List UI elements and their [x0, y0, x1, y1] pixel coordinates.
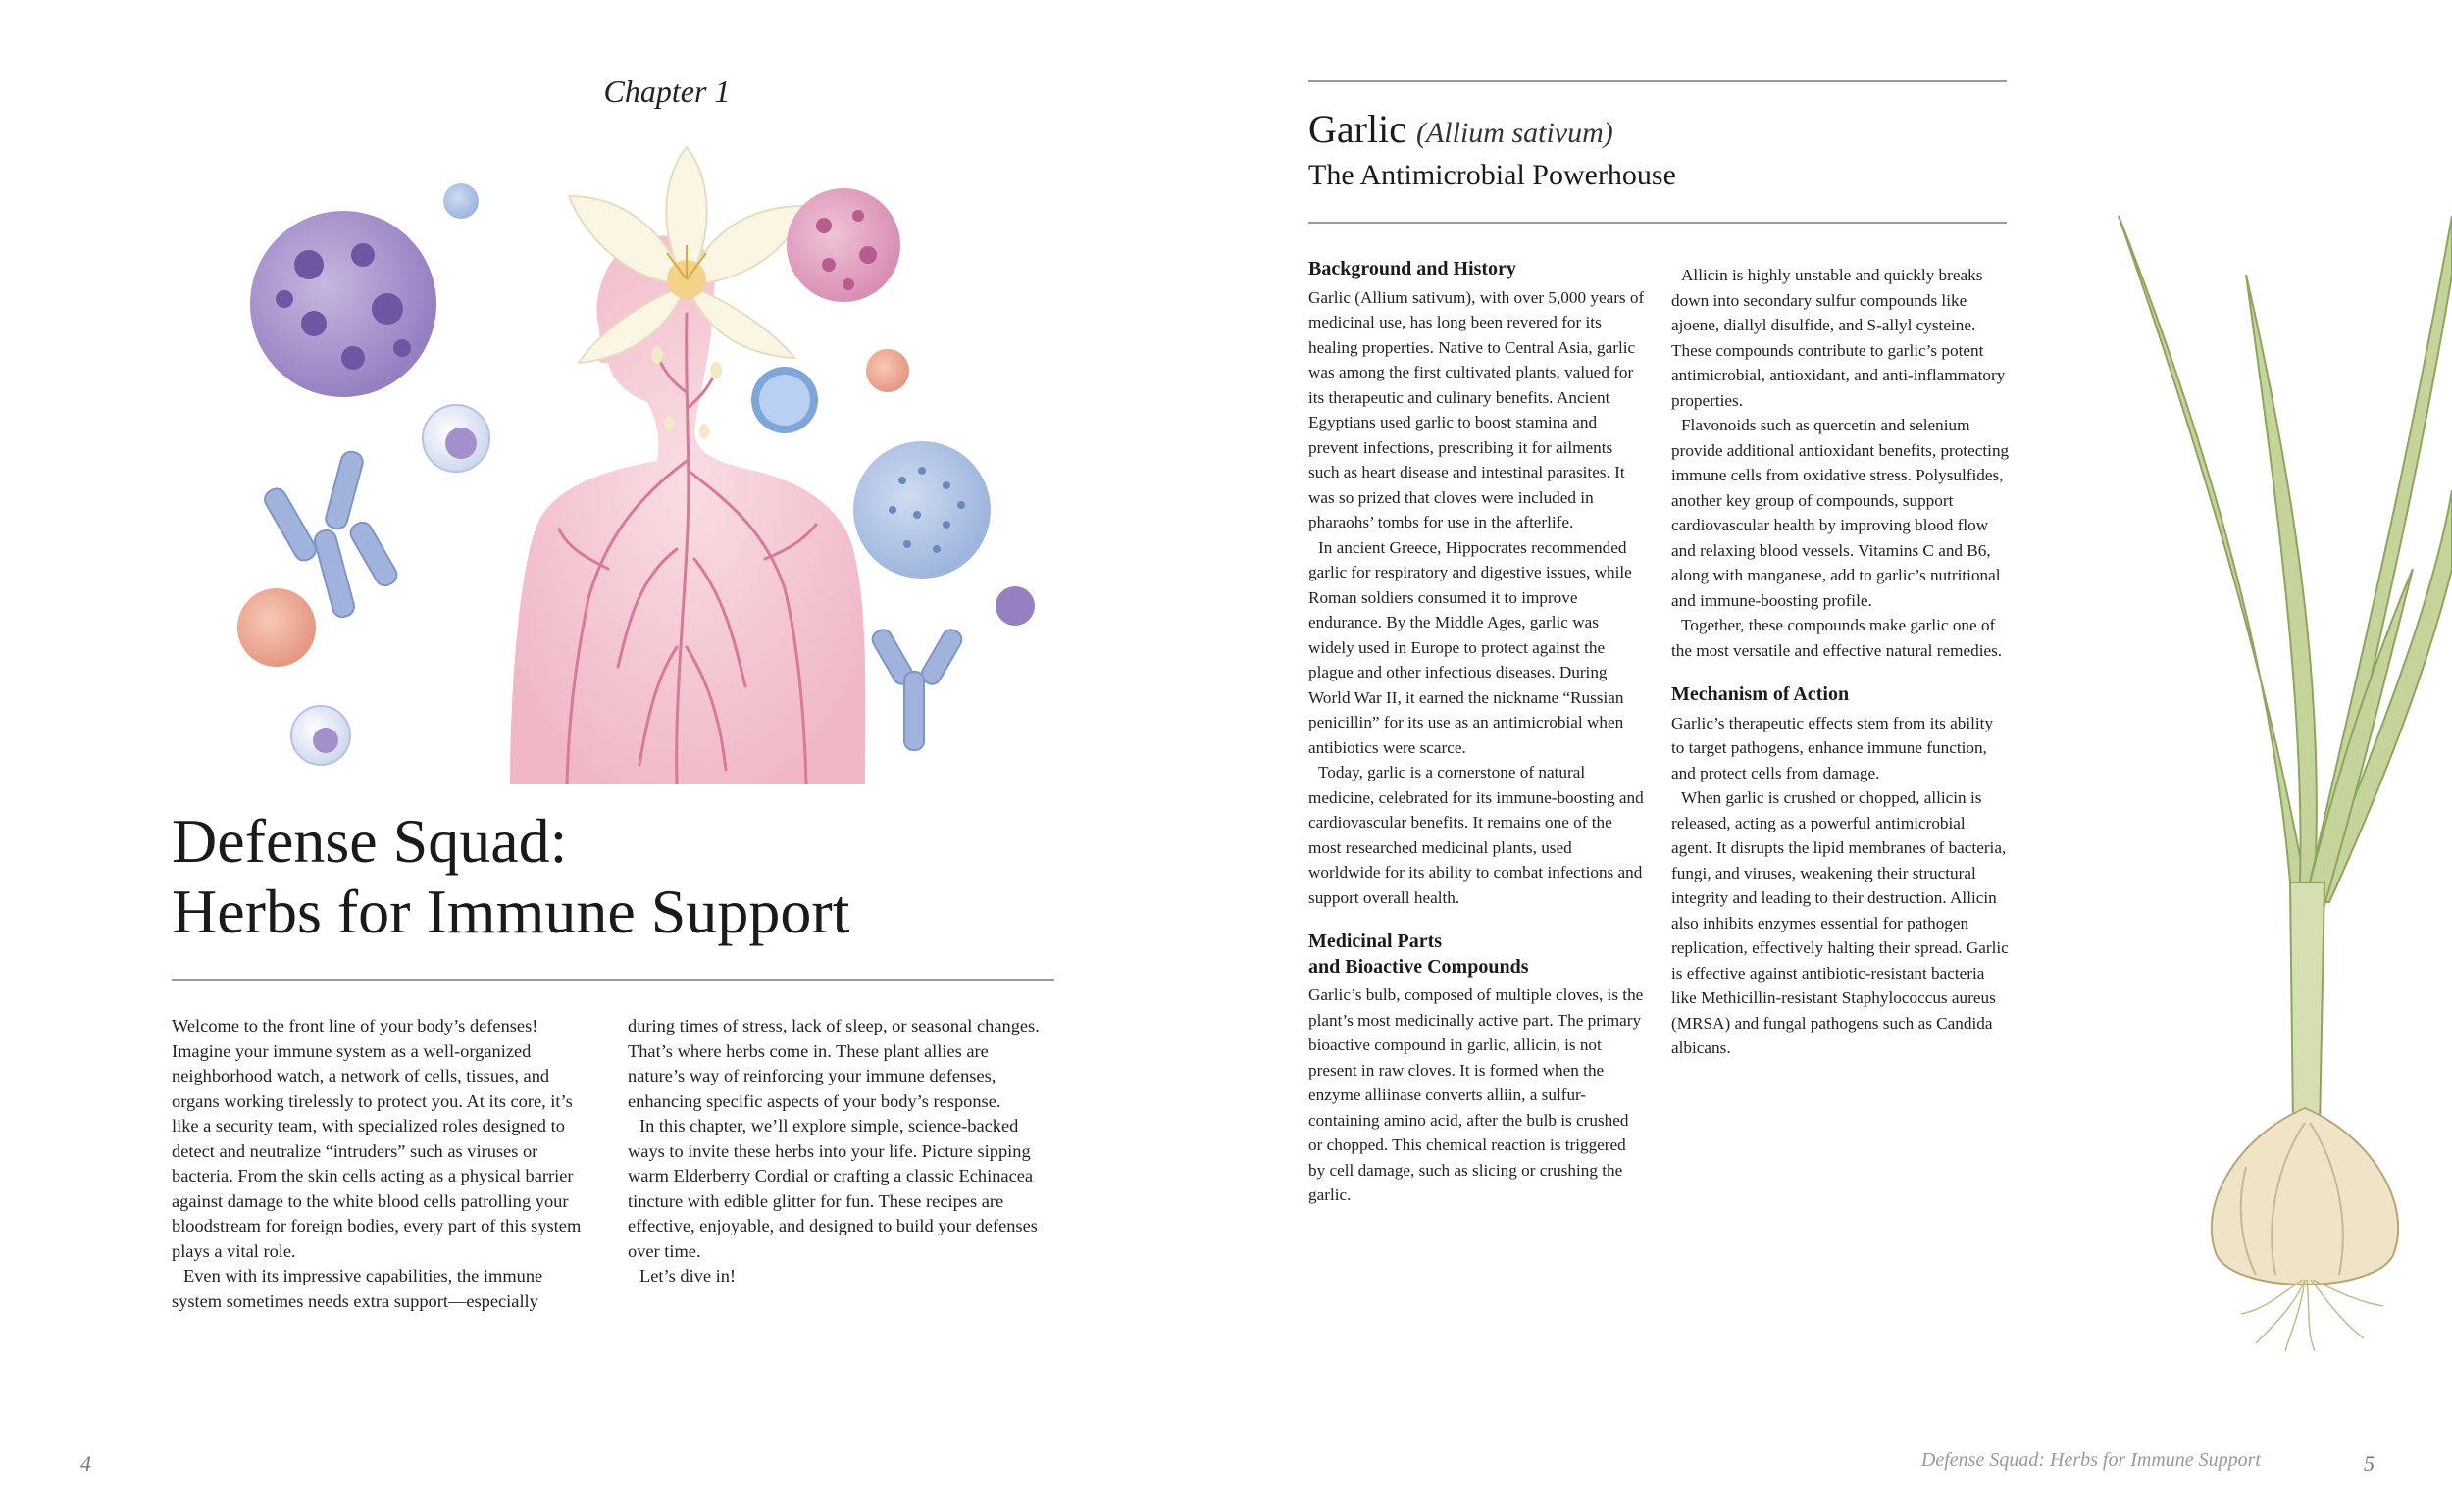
body-column-2	[1671, 263, 2010, 1061]
herb-title	[1308, 106, 1995, 152]
body-paragraph: In ancient Greece, Hippocrates recommended garlic for respiratory and digestive issues, while Roman soldiers consumed it to improve endurance. By the Middle Ages, garlic was widely used in Europe to protect against the plague and other infectious diseases. During World War II, it earned the nickname “Russian penicillin” for its use as an antimicrobial when antibiotics were scarce.	[1308, 537, 1632, 757]
body-paragraph: Garlic’s bulb, composed of multiple cloves, is the plant’s most medicinally active part. The primary bioactive compound in garlic, allicin, is not present in raw cloves. It is formed when the enzyme alliinase converts alliin, a sulfur-containing amino acid, after the bulb is crushed or chopped. This chemical reaction is triggered by cell damage, such as slicing or crushing the garlic.	[1308, 985, 1644, 1204]
herb-latin-name: (Allium sativum)	[1415, 117, 1613, 149]
intro-column-1	[172, 1014, 591, 1314]
herb-subtitle: The Antimicrobial Powerhouse	[1308, 159, 1676, 191]
antibody-right	[869, 627, 964, 750]
body-paragraph: Garlic’s therapeutic effects stem from its ability to target pathogens, enhance immune function, and protect cells from damage.	[1671, 713, 1994, 782]
virus-pink	[787, 188, 900, 302]
title-rule	[172, 979, 1054, 981]
cell-blue-dotted	[751, 367, 818, 433]
small-cell-peach	[866, 349, 909, 392]
virus-purple	[250, 211, 436, 397]
heading-line: Medicinal Parts	[1308, 931, 1443, 952]
garlic-plant-illustration	[2079, 196, 2452, 1353]
cell-peach	[237, 588, 316, 667]
garlic-bulb	[2212, 1108, 2398, 1285]
garlic-stem	[2290, 882, 2324, 1128]
small-cell-purple	[996, 586, 1035, 626]
body-paragraph: Together, these compounds make garlic one of the most versatile and effective natural remedies.	[1671, 616, 2003, 660]
virus-blue	[853, 441, 991, 579]
immune-system-illustration	[216, 137, 1059, 784]
right-page	[1226, 0, 2452, 1512]
chapter-label: Chapter 1	[603, 74, 731, 109]
white-blood-cell	[423, 405, 489, 472]
intro-column-2	[628, 1014, 1047, 1289]
chapter-title	[172, 806, 1054, 947]
herb-name: Garlic	[1308, 107, 1406, 151]
small-cell-blue	[443, 183, 479, 219]
intro-paragraph: during times of stress, lack of sleep, or seasonal changes. That’s where herbs come in. These plant allies are nature’s way of reinforcing your immune defenses, enhancing specific aspects of your body’s response.	[628, 1016, 1040, 1111]
garlic-leaves	[2119, 216, 2452, 912]
human-figure	[510, 235, 865, 784]
body-paragraph: Today, garlic is a cornerstone of natural medicine, celebrated for its immune-boosting and cardiovascular benefits. It remains one of the most researched medicinal plants, used worldwide for its ability to combat infections and support overall health.	[1308, 763, 1644, 907]
garlic-roots	[2241, 1280, 2383, 1351]
body-paragraph: When garlic is crushed or chopped, allicin is released, acting as a powerful antimicrobial agent. It disrupts the lipid membranes of bacteria, fungi, and viruses, weakening their structural integrity and leading to their destruction. Allicin also inhibits enzymes essential for pathogen replication, effectively halting their spread. Garlic is effective against antibiotic-resistant bacteria like Methicillin-resistant Staphylococcus aureus (MRSA) and fungal pathogens such as Candida albicans.	[1671, 788, 2009, 1057]
chapter-title-line2: Herbs for Immune Support	[172, 877, 850, 946]
intro-paragraph: Even with its impressive capabilities, the immune system sometimes needs extra support—especially	[172, 1266, 543, 1311]
running-head: Defense Squad: Herbs for Immune Support	[1920, 1449, 2261, 1471]
heading-line: and Bioactive Compounds	[1308, 955, 1529, 978]
section-heading-mechanism: Mechanism of Action	[1671, 683, 1850, 705]
section-heading-background: Background and History	[1308, 258, 1516, 279]
header-rule-top	[1308, 80, 2007, 82]
white-blood-cell-small	[291, 706, 350, 765]
header-rule-bottom	[1308, 222, 2007, 224]
page-number-left: 4	[80, 1451, 91, 1476]
intro-paragraph: Welcome to the front line of your body’s defenses! Imagine your immune system as a well-organized neighborhood watch, a network of cells, tissues, and organs working tirelessly to protect you. At its core, it’s like a security team, with specialized roles designed to detect and neutralize “intruders” such as viruses or bacteria. From the skin cells acting as a physical barrier against damage to the white blood cells patrolling your bloodstream for foreign bodies, every part of this system plays a vital role.	[172, 1016, 582, 1261]
intro-paragraph: Let’s dive in!	[639, 1266, 737, 1285]
body-paragraph: Garlic (Allium sativum), with over 5,000 years of medicinal use, has long been revered for its healing properties. Native to Central Asia, garlic was among the first cultivated plants, valued for its therapeutic and culinary benefits. Ancient Egyptians used garlic to boost stamina and prevent infections, prescribing it for ailments such as heart disease and intestinal parasites. It was so prized that cloves were included in pharaohs’ tombs for use in the afterlife.	[1308, 287, 1645, 531]
page-number-right: 5	[2364, 1451, 2375, 1476]
intro-paragraph: In this chapter, we’ll explore simple, science-backed ways to invite these herbs into your life. Picture sipping warm Elderberry Cordial or crafting a classic Echinacea tincture with edible glitter for fun. These recipes are effective, enjoyable, and designed to build your defenses over time.	[628, 1116, 1038, 1261]
body-column-1	[1308, 257, 1647, 1208]
section-heading-compounds	[1308, 930, 1647, 980]
body-paragraph: Allicin is highly unstable and quickly breaks down into secondary sulfur compounds like ajoene, diallyl disulfide, and S-allyl cysteine. These compounds contribute to garlic’s potent antimicrobial, antioxidant, and anti-inflammatory properties.	[1671, 266, 2006, 410]
body-paragraph: Flavonoids such as quercetin and selenium provide additional antioxidant benefits, protecting immune cells from oxidative stress. Polysulfides, another key group of compounds, support cardiovascular health by improving blood flow and relaxing blood vessels. Vitamins C and B6, along with manganese, add to garlic’s nutritional and immune-boosting profile.	[1671, 416, 2010, 610]
chapter-title-line1: Defense Squad:	[172, 806, 568, 876]
